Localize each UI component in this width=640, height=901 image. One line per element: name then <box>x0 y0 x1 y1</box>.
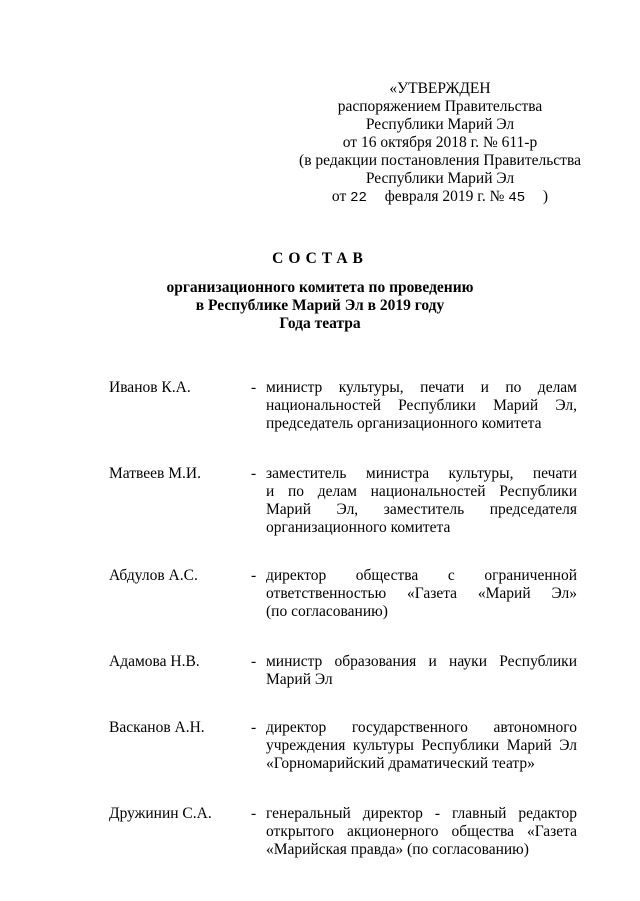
approval-line-4: от 16 октября 2018 г. № 611-р <box>342 134 538 151</box>
approval-date-day: 22 <box>350 190 367 206</box>
member-dash: - <box>251 653 257 670</box>
title-line-3: Года театра <box>279 315 361 332</box>
approval-stamp <box>290 80 590 207</box>
approval-line-2: распоряжением Правительства <box>337 98 543 115</box>
document-title <box>100 250 540 333</box>
member-description-line: учреждения культуры Республики Марий Эл <box>266 737 577 754</box>
member-description <box>266 379 577 433</box>
member-description-line: заместитель министра культуры, печати <box>266 465 577 482</box>
approval-line-7 <box>290 188 590 207</box>
member-description-line: «Горномарийский драматический театр» <box>266 755 535 772</box>
member-description-line: Марий Эл, заместитель председателя <box>266 501 577 518</box>
member-description-line: Марий Эл <box>266 671 333 688</box>
member-name: Дружинин С.А. <box>109 805 212 822</box>
member-dash: - <box>251 567 257 584</box>
member-name: Васканов А.Н. <box>109 719 205 736</box>
member-description <box>266 719 577 773</box>
member-description <box>266 653 577 689</box>
member-row <box>109 805 577 859</box>
approval-date-suffix: ) <box>542 188 549 205</box>
member-row <box>109 379 577 433</box>
members-list <box>109 379 577 859</box>
member-description-line: организационного комитета <box>266 519 451 536</box>
member-description-line: «Марийская правда» (по согласованию) <box>266 841 529 858</box>
approval-date-prefix: от <box>331 188 347 205</box>
member-name: Адамова Н.В. <box>109 653 200 670</box>
approval-line-6: Республики Марий Эл <box>365 170 515 187</box>
title-line-1: организационного комитета по проведению <box>166 279 474 296</box>
member-description <box>266 805 577 859</box>
member-description-line: открытого акционерного общества «Газета <box>266 823 577 840</box>
approval-date-middle: февраля 2019 г. № <box>384 188 505 205</box>
member-description <box>266 465 577 537</box>
approval-line-3: Республики Марий Эл <box>365 116 515 133</box>
member-description-line: министр образования и науки Республики <box>266 653 577 670</box>
member-description-line: генеральный директор - главный редактор <box>266 805 577 822</box>
member-row <box>109 567 577 621</box>
member-row <box>109 465 577 537</box>
approval-number: 45 <box>508 190 526 206</box>
member-description-line: директор государственного автономного <box>266 719 577 736</box>
member-row <box>109 719 577 773</box>
approval-line-1: «УТВЕРЖДЕН <box>389 80 491 97</box>
title-line-2: в Республике Марий Эл в 2019 году <box>195 297 445 314</box>
member-dash: - <box>251 719 257 736</box>
member-description-line: ответственностью «Газета «Марий Эл» <box>266 585 577 602</box>
member-description <box>266 567 577 621</box>
member-name: Матвеев М.И. <box>109 465 201 482</box>
approval-line-5: (в редакции постановления Правительства <box>299 152 581 169</box>
member-description-line: (по согласованию) <box>266 603 388 620</box>
member-name: Иванов К.А. <box>109 379 191 396</box>
member-description-line: и по делам национальностей Республики <box>266 483 577 500</box>
member-name: Абдулов А.С. <box>109 567 198 584</box>
member-description-line: председатель организационного комитета <box>266 415 542 432</box>
member-row <box>109 653 577 689</box>
member-description-line: директор общества с ограниченной <box>266 567 577 584</box>
title-main: СОСТАВ <box>272 250 368 267</box>
member-dash: - <box>251 465 257 482</box>
member-description-line: министр культуры, печати и по делам <box>266 379 577 396</box>
member-description-line: национальностей Республики Марий Эл, <box>266 397 577 414</box>
member-dash: - <box>251 805 257 822</box>
member-dash: - <box>251 379 257 396</box>
